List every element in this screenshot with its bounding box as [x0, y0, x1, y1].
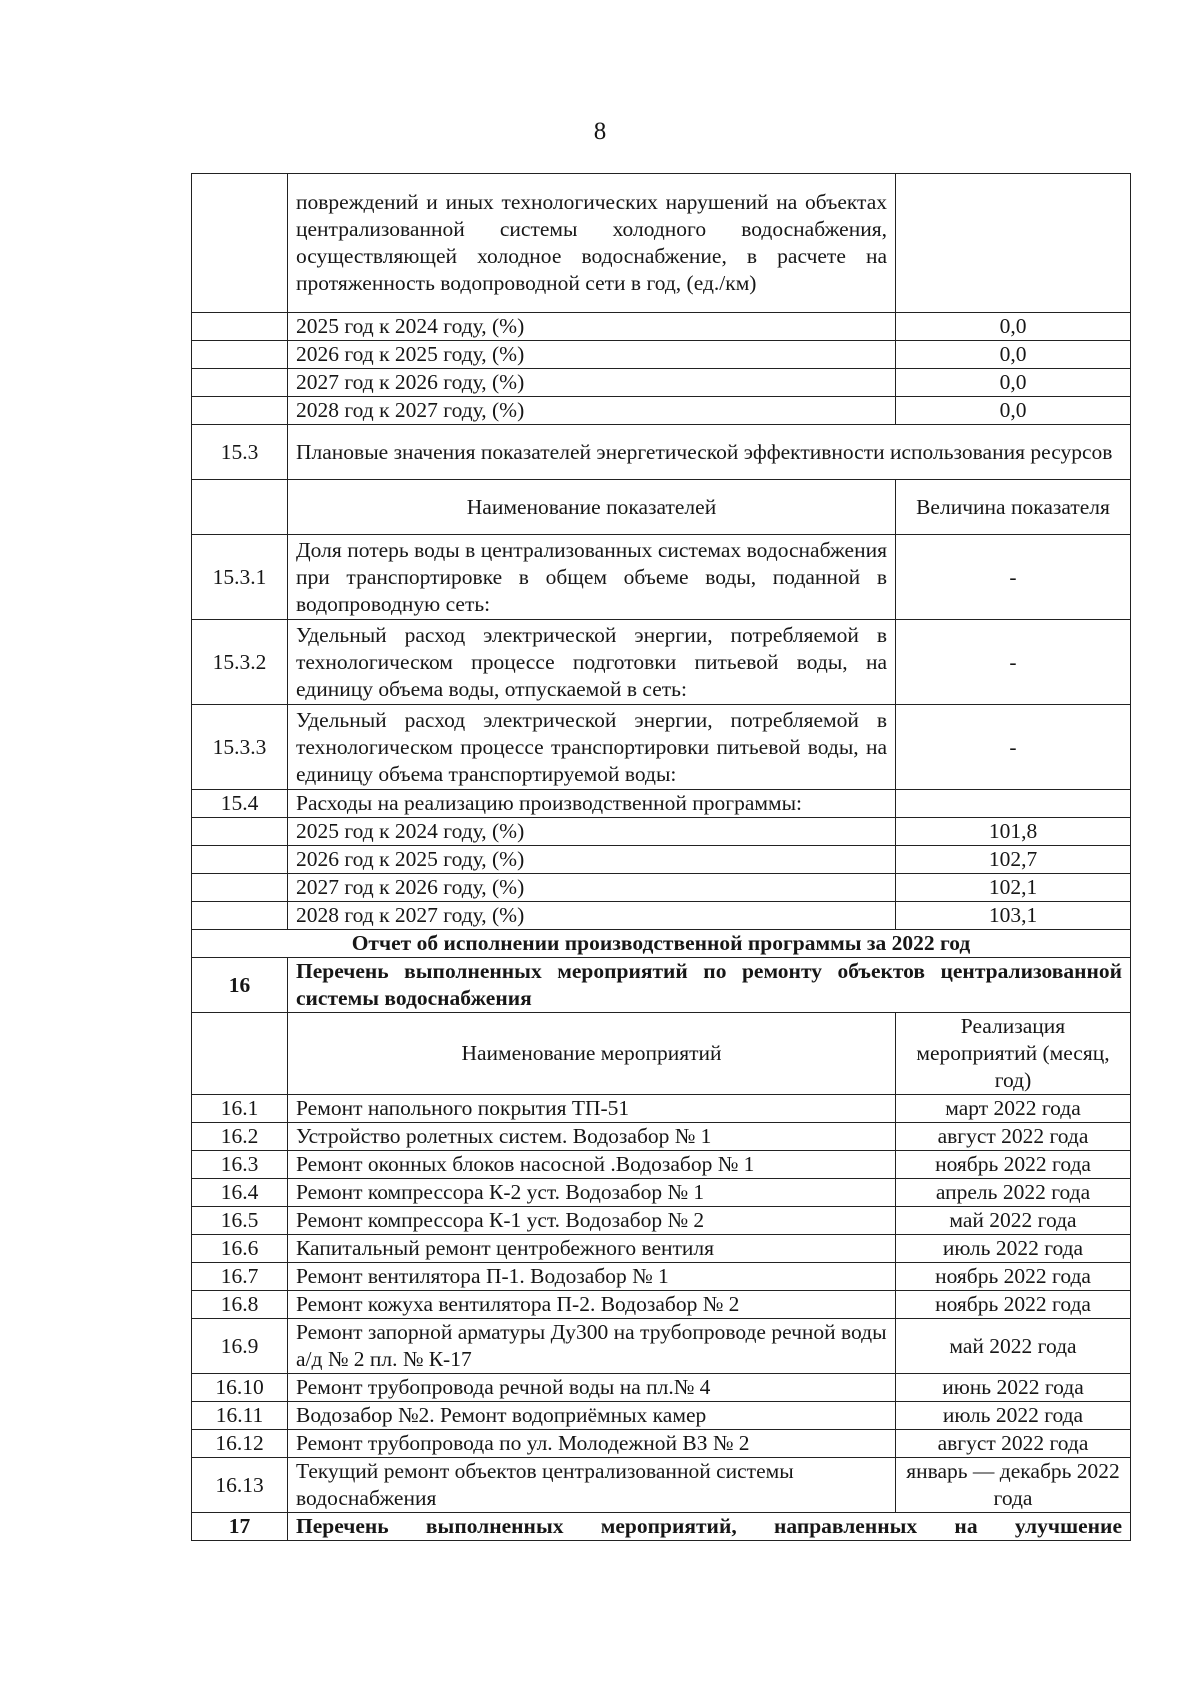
row-value: май 2022 года	[896, 1319, 1131, 1374]
year-label: 2025 год к 2024 году, (%)	[288, 313, 896, 341]
table-row	[192, 535, 1131, 620]
row-value: май 2022 года	[896, 1207, 1131, 1235]
row-value: ноябрь 2022 года	[896, 1263, 1131, 1291]
column-header-name: Наименование показателей	[288, 480, 896, 535]
document-table	[191, 173, 1131, 1541]
row-number: 16.12	[192, 1430, 288, 1458]
row-value: август 2022 года	[896, 1123, 1131, 1151]
table-row	[192, 397, 1131, 425]
row-number: 16.9	[192, 1319, 288, 1374]
column-header-row	[192, 480, 1131, 535]
row-value: -	[896, 620, 1131, 705]
report-title: Отчет об исполнении производственной программы за 2022 год	[192, 930, 1131, 958]
table-row	[192, 1430, 1131, 1458]
intro-text: повреждений и иных технологических нарушений на объектах централизованной системы холодного водоснабжения, осуществляющей холодное водоснабжение, в расчете на протяженность водопроводной сети в год, (ед./км)	[288, 174, 896, 313]
column-header-value: Величина показателя	[896, 480, 1131, 535]
table-row	[192, 818, 1131, 846]
row-text: Ремонт трубопровода речной воды на пл.№ 4	[288, 1374, 896, 1402]
row-number: 15.3.2	[192, 620, 288, 705]
row-text: Ремонт напольного покрытия ТП-51	[288, 1095, 896, 1123]
table-row	[192, 1458, 1131, 1513]
row-number: 15.3.3	[192, 705, 288, 790]
table-row	[192, 1319, 1131, 1374]
row-value: -	[896, 535, 1131, 620]
row-number: 16.5	[192, 1207, 288, 1235]
table-row	[192, 874, 1131, 902]
row-text: Ремонт компрессора К-2 уст. Водозабор № 1	[288, 1179, 896, 1207]
table-row	[192, 341, 1131, 369]
row-number: 16.4	[192, 1179, 288, 1207]
year-label: 2027 год к 2026 году, (%)	[288, 369, 896, 397]
year-label: 2026 год к 2025 году, (%)	[288, 341, 896, 369]
row-text: Ремонт трубопровода по ул. Молодежной ВЗ № 2	[288, 1430, 896, 1458]
table-row	[192, 313, 1131, 341]
table-row	[192, 902, 1131, 930]
row-number: 16.2	[192, 1123, 288, 1151]
table-row	[192, 1291, 1131, 1319]
table-row	[192, 369, 1131, 397]
section-16	[192, 958, 1131, 1013]
section-title: Плановые значения показателей энергетической эффективности использования ресурсов	[288, 425, 1131, 480]
row-value	[896, 174, 1131, 313]
row-number: 16.10	[192, 1374, 288, 1402]
row-number: 16.7	[192, 1263, 288, 1291]
row-text: Водозабор №2. Ремонт водоприёмных камер	[288, 1402, 896, 1430]
row-text: Ремонт оконных блоков насосной .Водозабор № 1	[288, 1151, 896, 1179]
row-text: Удельный расход электрической энергии, потребляемой в технологическом процессе транспортировки питьевой воды, на единицу объема транспортируемой воды:	[288, 705, 896, 790]
section-15-4	[192, 790, 1131, 818]
column-header-value: Реализация мероприятий (месяц, год)	[896, 1013, 1131, 1095]
year-value: 0,0	[896, 397, 1131, 425]
row-number	[192, 174, 288, 313]
year-label: 2027 год к 2026 году, (%)	[288, 874, 896, 902]
table-row	[192, 1374, 1131, 1402]
row-value: июль 2022 года	[896, 1235, 1131, 1263]
year-label: 2028 год к 2027 году, (%)	[288, 902, 896, 930]
row-number: 15.3.1	[192, 535, 288, 620]
section-number: 17	[192, 1513, 288, 1541]
row-value: ноябрь 2022 года	[896, 1151, 1131, 1179]
section-17	[192, 1513, 1131, 1541]
year-value: 0,0	[896, 313, 1131, 341]
year-value: 102,7	[896, 846, 1131, 874]
row-value: июнь 2022 года	[896, 1374, 1131, 1402]
row-number: 16.8	[192, 1291, 288, 1319]
table-row	[192, 1207, 1131, 1235]
row-value: март 2022 года	[896, 1095, 1131, 1123]
table-row	[192, 1123, 1131, 1151]
intro-row	[192, 174, 1131, 313]
table-row	[192, 1095, 1131, 1123]
row-text: Ремонт вентилятора П-1. Водозабор № 1	[288, 1263, 896, 1291]
table-row	[192, 705, 1131, 790]
year-value: 103,1	[896, 902, 1131, 930]
row-value: январь — декабрь 2022 года	[896, 1458, 1131, 1513]
row-text: Капитальный ремонт центробежного вентиля	[288, 1235, 896, 1263]
report-title-row	[192, 930, 1131, 958]
section-title: Перечень выполненных мероприятий по ремонту объектов централизованной системы водоснабжения	[288, 958, 1131, 1013]
year-label: 2025 год к 2024 году, (%)	[288, 818, 896, 846]
row-text: Ремонт компрессора К-1 уст. Водозабор № 2	[288, 1207, 896, 1235]
table-row	[192, 1179, 1131, 1207]
row-number: 16.1	[192, 1095, 288, 1123]
table-row	[192, 846, 1131, 874]
row-value: август 2022 года	[896, 1430, 1131, 1458]
row-value: -	[896, 705, 1131, 790]
table-row	[192, 1402, 1131, 1430]
table-row	[192, 620, 1131, 705]
table-row	[192, 1235, 1131, 1263]
section-15-3	[192, 425, 1131, 480]
row-text: Текущий ремонт объектов централизованной системы водоснабжения	[288, 1458, 896, 1513]
column-header-name: Наименование мероприятий	[288, 1013, 896, 1095]
year-label: 2028 год к 2027 году, (%)	[288, 397, 896, 425]
table-row	[192, 1263, 1131, 1291]
section-number: 15.3	[192, 425, 288, 480]
row-text: Доля потерь воды в централизованных системах водоснабжения при транспортировке в общем объеме воды, поданной в водопроводную сеть:	[288, 535, 896, 620]
section-title: Расходы на реализацию производственной программы:	[288, 790, 896, 818]
row-number: 16.11	[192, 1402, 288, 1430]
row-number: 16.13	[192, 1458, 288, 1513]
section-title: Перечень выполненных мероприятий, направленных на улучшение	[288, 1513, 1131, 1541]
row-value: июль 2022 года	[896, 1402, 1131, 1430]
year-value: 102,1	[896, 874, 1131, 902]
row-value: ноябрь 2022 года	[896, 1291, 1131, 1319]
row-text: Устройство ролетных систем. Водозабор № 1	[288, 1123, 896, 1151]
column-header-row	[192, 1013, 1131, 1095]
year-label: 2026 год к 2025 году, (%)	[288, 846, 896, 874]
year-value: 0,0	[896, 341, 1131, 369]
section-number: 16	[192, 958, 288, 1013]
row-text: Ремонт запорной арматуры Ду300 на трубопроводе речной воды а/д № 2 пл. № К-17	[288, 1319, 896, 1374]
page-number: 8	[593, 118, 607, 145]
table-row	[192, 1151, 1131, 1179]
row-value: апрель 2022 года	[896, 1179, 1131, 1207]
row-text: Удельный расход электрической энергии, потребляемой в технологическом процессе подготовки питьевой воды, на единицу объема воды, отпускаемой в сеть:	[288, 620, 896, 705]
year-value: 0,0	[896, 369, 1131, 397]
year-value: 101,8	[896, 818, 1131, 846]
row-number: 16.6	[192, 1235, 288, 1263]
section-number: 15.4	[192, 790, 288, 818]
row-number: 16.3	[192, 1151, 288, 1179]
row-text: Ремонт кожуха вентилятора П-2. Водозабор № 2	[288, 1291, 896, 1319]
